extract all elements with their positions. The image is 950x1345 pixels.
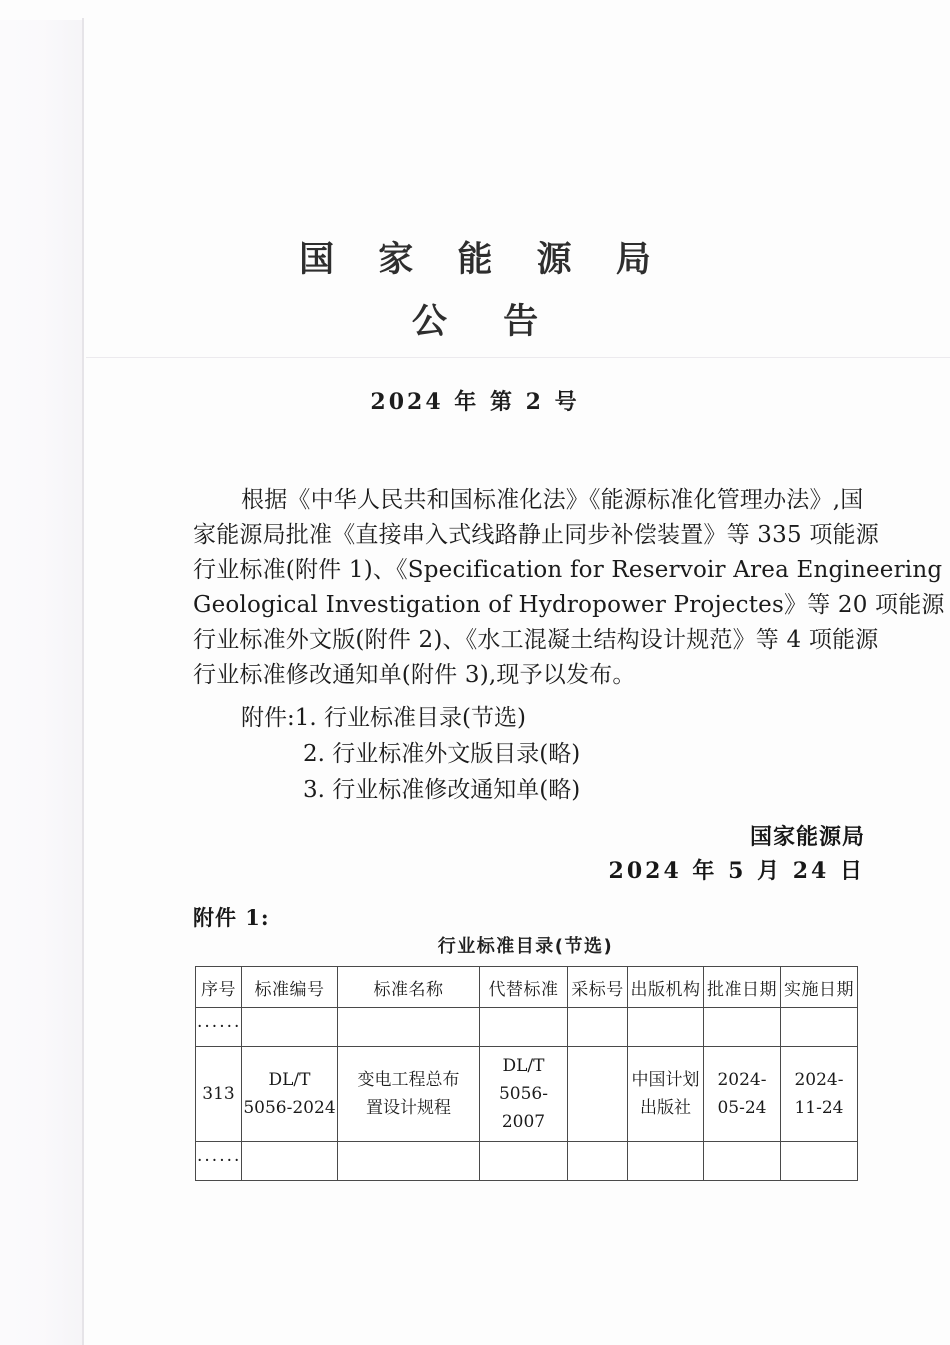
cell-line: 中国计划 bbox=[631, 1070, 700, 1090]
cell-line: 05-24 bbox=[717, 1098, 767, 1118]
empty-cell bbox=[242, 1008, 338, 1047]
column-header-approve-date: 批准日期 bbox=[704, 967, 781, 1008]
empty-cell bbox=[242, 1142, 338, 1181]
table-row bbox=[196, 1142, 858, 1181]
cell-line: DL/T bbox=[268, 1070, 311, 1090]
attachment-item-2: 2. 行业标准外文版目录(略) bbox=[303, 741, 581, 767]
body-paragraph bbox=[193, 483, 945, 693]
column-header-implement-date: 实施日期 bbox=[781, 967, 858, 1008]
ellipsis-cell: ······ bbox=[196, 1142, 242, 1181]
empty-cell bbox=[568, 1008, 628, 1047]
column-header-seq: 序号 bbox=[196, 967, 242, 1008]
body-line: 家能源局批准《直接串入式线路静止同步补偿装置》等 335 项能源 bbox=[193, 522, 879, 548]
empty-cell bbox=[338, 1008, 480, 1047]
cell-seq: 313 bbox=[196, 1047, 242, 1142]
issue-number: 2024 年 第 2 号 bbox=[370, 389, 580, 415]
attachment-list bbox=[193, 700, 865, 808]
body-line: 行业标准外文版(附件 2)、《水工混凝土结构设计规范》等 4 项能源 bbox=[193, 627, 879, 653]
ellipsis-cell: ······ bbox=[196, 1008, 242, 1047]
cell-publisher bbox=[628, 1047, 704, 1142]
table-row bbox=[196, 1008, 858, 1047]
signature-date: 2024 年 5 月 24 日 bbox=[608, 858, 865, 884]
empty-cell bbox=[480, 1142, 568, 1181]
attachment-item-3: 3. 行业标准修改通知单(略) bbox=[303, 777, 581, 803]
empty-cell bbox=[781, 1142, 858, 1181]
scan-edge-artifact bbox=[0, 20, 82, 1345]
attachment-heading: 附件 1: bbox=[193, 905, 270, 930]
attachment-item-1: 附件:1. 行业标准目录(节选) bbox=[241, 705, 526, 731]
cell-replaced-standard bbox=[480, 1047, 568, 1142]
cell-line: DL/T bbox=[502, 1056, 545, 1076]
cell-adopt-no bbox=[568, 1047, 628, 1142]
cell-line: 5056-2024 bbox=[243, 1098, 336, 1118]
body-line: 根据《中华人民共和国标准化法》《能源标准化管理办法》,国 bbox=[241, 487, 864, 513]
empty-cell bbox=[781, 1008, 858, 1047]
column-header-publisher: 出版机构 bbox=[628, 967, 704, 1008]
empty-cell bbox=[628, 1142, 704, 1181]
empty-cell bbox=[568, 1142, 628, 1181]
page-title: 国 家 能 源 局 bbox=[299, 240, 667, 280]
cell-approve-date bbox=[704, 1047, 781, 1142]
column-header-replaces: 代替标准 bbox=[480, 967, 568, 1008]
empty-cell bbox=[704, 1008, 781, 1047]
table-caption: 行业标准目录(节选) bbox=[437, 936, 614, 957]
cell-line: 出版社 bbox=[640, 1098, 691, 1118]
cell-line: 2024- bbox=[717, 1070, 767, 1090]
scan-horizontal-line-artifact bbox=[86, 357, 950, 358]
table-header-row bbox=[196, 967, 858, 1008]
body-line: 行业标准(附件 1)、《Specification for Reservoir Area Engineering bbox=[193, 557, 943, 583]
cell-line: 11-24 bbox=[794, 1098, 844, 1118]
empty-cell bbox=[338, 1142, 480, 1181]
signature-issuer: 国家能源局 bbox=[749, 824, 865, 850]
column-header-code: 标准编号 bbox=[242, 967, 338, 1008]
signature-block bbox=[0, 820, 865, 888]
cell-implement-date bbox=[781, 1047, 858, 1142]
page-subtitle: 公 告 bbox=[411, 302, 561, 342]
empty-cell bbox=[704, 1142, 781, 1181]
column-header-name: 标准名称 bbox=[338, 967, 480, 1008]
empty-cell bbox=[628, 1008, 704, 1047]
column-header-adopt-no: 采标号 bbox=[568, 967, 628, 1008]
cell-line: 5056-2007 bbox=[498, 1084, 548, 1132]
scan-vertical-line-artifact bbox=[82, 18, 84, 1345]
cell-standard-code bbox=[242, 1047, 338, 1142]
empty-cell bbox=[480, 1008, 568, 1047]
cell-line: 置设计规程 bbox=[366, 1098, 451, 1118]
body-line: 行业标准修改通知单(附件 3),现予以发布。 bbox=[193, 662, 636, 688]
body-line: Geological Investigation of Hydropower Projectes》等 20 项能源 bbox=[193, 592, 945, 618]
table-row bbox=[196, 1047, 858, 1142]
standards-table bbox=[195, 966, 858, 1181]
cell-standard-name bbox=[338, 1047, 480, 1142]
cell-line: 2024- bbox=[794, 1070, 844, 1090]
cell-line: 变电工程总布 bbox=[357, 1070, 460, 1090]
